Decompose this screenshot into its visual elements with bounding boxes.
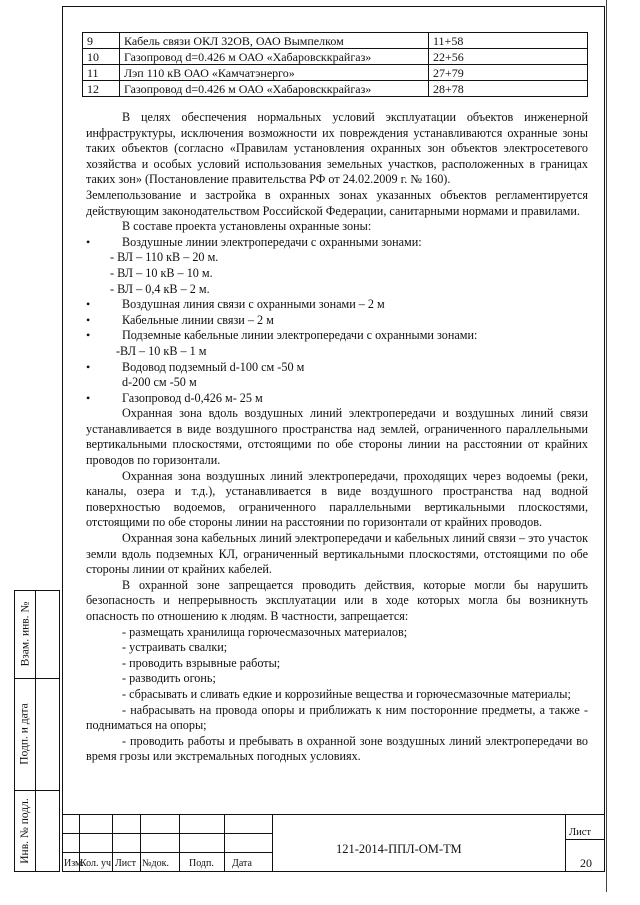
list-item: • Кабельные линии связи – 2 м (86, 313, 588, 329)
list-subitem: d-200 см -50 м (122, 375, 197, 390)
title-block-line (112, 814, 113, 872)
margin-label-signature-date: Подп. и дата (19, 703, 31, 765)
row-name: Лэп 110 кВ ОАО «Камчатэнерго» (120, 65, 429, 81)
paragraph-zones-intro: В составе проекта установлены охранные зоны: (122, 219, 372, 234)
sheet-number: 20 (580, 856, 592, 870)
list-item: • Газопровод d-0,426 м- 25 м (86, 391, 588, 407)
prohibition-item: - размещать хранилища горючесмазочных материалов; (122, 624, 408, 639)
title-block-line (272, 814, 273, 872)
label-change: Изм. (64, 858, 84, 869)
list-item: • Водовод подземный d-100 см -50 м (86, 360, 588, 376)
prohibition-item: - проводить взрывные работы; (122, 655, 281, 670)
row-location: 28+78 (429, 81, 588, 97)
label-count: Кол. уч (80, 858, 111, 869)
list-item: • Воздушные линии электропередачи с охранными зонами: (86, 235, 588, 251)
row-number: 10 (83, 49, 120, 65)
paragraph-water-zone: Охранная зона воздушных линий электропередачи, проходящих через водоемы (реки, каналы, озера и т.д.), устанавливается в виде воздушного пространства над водной поверхностью водоемов, ограниченного параллельными вертикальными плоскостями, отстоящими по обе стороны линии на расстоянии по горизонтали от крайних проводов. (86, 468, 588, 530)
row-location: 11+58 (429, 33, 588, 49)
list-subitem: - ВЛ – 110 кВ – 20 м. (110, 250, 219, 265)
title-block-line (565, 814, 566, 872)
margin-label-replacement: Взам. инв. № (19, 601, 31, 667)
document-code: 121-2014-ППЛ-ОМ-ТМ (336, 842, 462, 856)
prohibition-item: - проводить работы и пребывать в охранной зоне воздушных линий электропередачи во время грозы или экстремальных погодных условиях. (86, 733, 588, 764)
label-date: Дата (232, 858, 252, 869)
list-subitem: - ВЛ – 10 кВ – 10 м. (110, 265, 213, 280)
row-location: 22+56 (429, 49, 588, 65)
prohibition-item: - набрасывать на провода опоры и приближать к ним посторонние предметы, а также - подниматься на опоры; (86, 702, 588, 733)
prohibition-item: - разводить огонь; (122, 671, 216, 686)
table-row (83, 65, 588, 81)
paragraph-purpose: В целях обеспечения нормальных условий эксплуатации объектов инженерной инфраструктуры, исключения возможности их повреждения устанавливаются охранные зоны таких объектов (согласно «Правилам установления охранных зон объектов электросетевого хозяйства и особых условий использования земельных участков, расположенных в границах таких зон» (Постановление правительства РФ от 24.02.2009 г. № 160). (86, 110, 588, 187)
title-block-line (140, 814, 141, 872)
table-row (83, 33, 588, 49)
prohibition-item: - устраивать свалки; (122, 640, 228, 655)
margin-stamp-line (14, 678, 60, 679)
list-subitem: - ВЛ – 0,4 кВ – 2 м. (110, 281, 210, 296)
paragraph-cable-zone: Охранная зона кабельных линий электропередачи и кабельных линий связи – это участок земли вдоль подземных КЛ, ограниченный вертикальными плоскостями, отстоящими по обе стороны линии от крайних кабелей. (86, 531, 588, 577)
paragraph-land-use: Землепользование и застройка в охранных зонах указанных объектов регламентируется действующим законодательством Российской Федерации, санитарными нормами и правилами. (86, 187, 588, 218)
list-item: • Воздушная линия связи с охранными зонами – 2 м (86, 297, 588, 313)
label-doc-number: №док. (142, 858, 169, 869)
row-number: 9 (83, 33, 120, 49)
title-block-line (62, 852, 272, 853)
sheet-label: Лист (569, 827, 591, 838)
prohibition-item: - сбрасывать и сливать едкие и коррозийные вещества и горючесмазочные материалы; (122, 686, 571, 701)
row-location: 27+79 (429, 65, 588, 81)
title-block-line (565, 839, 605, 840)
table-row (83, 81, 588, 97)
row-name: Кабель связи ОКЛ 32ОВ, ОАО Вымпелком (120, 33, 429, 49)
paragraph-prohibitions: В охранной зоне запрещается проводить действия, которые могли бы нарушить безопасность и непрерывность эксплуатации или в ходе которых могла бы возникнуть опасность по отношению к людям. В частности, запрещается: (86, 577, 588, 623)
title-block-line (224, 814, 225, 872)
objects-table (82, 32, 588, 97)
list-item: • Подземные кабельные линии электропередачи с охранными зонами: (86, 328, 588, 344)
label-sheet: Лист (115, 858, 136, 869)
table-row (83, 49, 588, 65)
document-body (86, 110, 588, 765)
row-number: 12 (83, 81, 120, 97)
label-signature: Подп. (189, 858, 214, 869)
margin-label-inventory: Инв. № подл. (19, 798, 31, 864)
title-block-line (179, 814, 180, 872)
row-number: 11 (83, 65, 120, 81)
margin-stamp-line (14, 790, 60, 791)
paragraph-overhead-zone: Охранная зона вдоль воздушных линий электропередачи и воздушных линий связи устанавливается в виде воздушного пространства над землей, ограниченного параллельными вертикальными плоскостями, отстоящими по обе стороны линии на расстоянии от крайних проводов по горизонтали. (86, 406, 588, 468)
row-name: Газопровод d=0.426 м ОАО «Хабаровсккрайгаз» (120, 81, 429, 97)
row-name: Газопровод d=0.426 м ОАО «Хабаровсккрайгаз» (120, 49, 429, 65)
title-block-line (62, 833, 272, 834)
list-subitem: -ВЛ – 10 кВ – 1 м (116, 343, 207, 358)
